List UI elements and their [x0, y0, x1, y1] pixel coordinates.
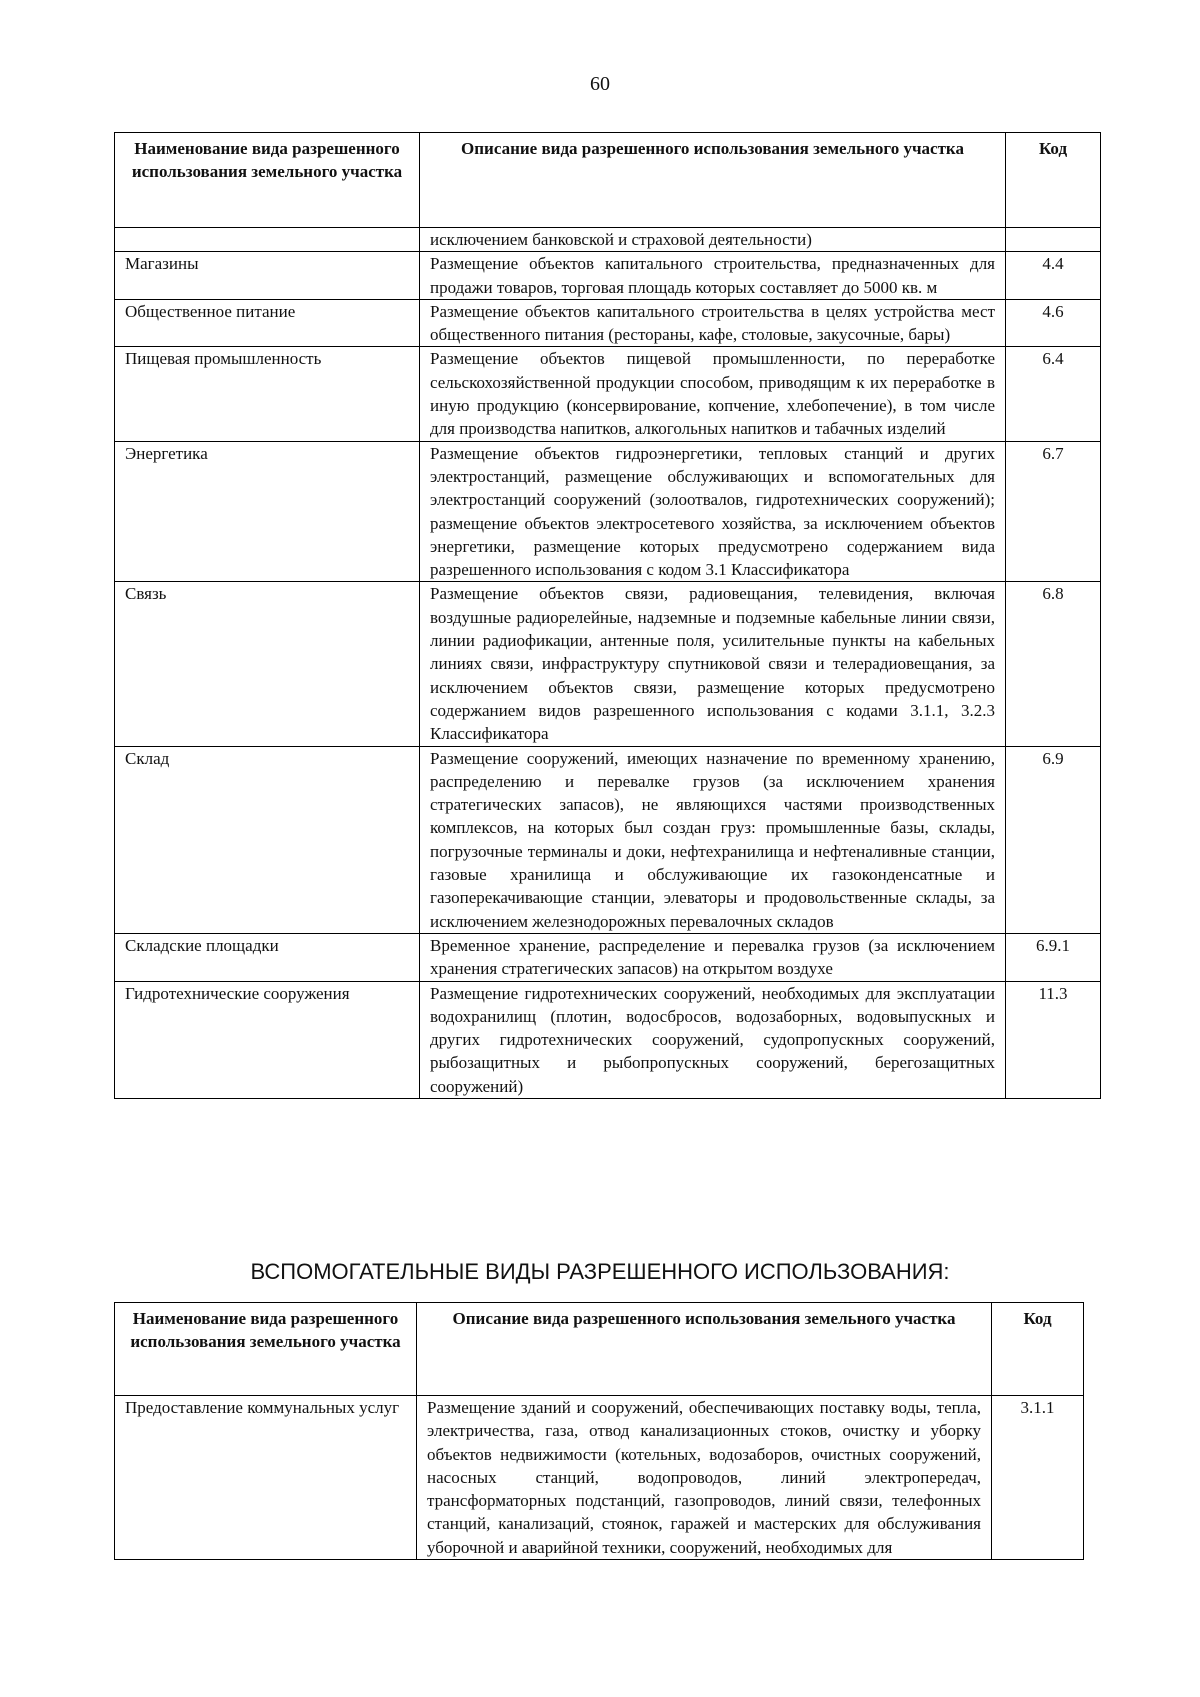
row-description: Размещение объектов пищевой промышленности, по переработке сельскохозяйственной продукции способом, приводящим к их переработке в иную продукцию (консервирование, копчение, хлебопечение), в том числе для производства напитков, алкогольных напитков и табачных изделий: [420, 347, 1006, 441]
row-code: 4.4: [1006, 252, 1101, 300]
table-row: [115, 252, 1101, 300]
row-description: Размещение гидротехнических сооружений, необходимых для эксплуатации водохранилищ (плотин, водосбросов, водозаборных, водовыпускных и других гидротехнических сооружений, судопропускных сооружений, рыбозащитных и рыбопропускных сооружений, берегозащитных сооружений): [420, 981, 1006, 1098]
row-name: Гидротехнические сооружения: [115, 981, 420, 1098]
table-row: [115, 981, 1101, 1098]
row-name: Складские площадки: [115, 933, 420, 981]
row-code: 6.9.1: [1006, 933, 1101, 981]
table-row: [115, 441, 1101, 582]
row-code: 6.4: [1006, 347, 1101, 441]
table-header-row: [115, 1303, 1084, 1396]
header-description: Описание вида разрешенного использования земельного участка: [417, 1303, 992, 1396]
table-row: [115, 347, 1101, 441]
header-code: Код: [992, 1303, 1084, 1396]
table-row: [115, 933, 1101, 981]
row-name: Предоставление коммунальных услуг: [115, 1396, 417, 1560]
header-name: Наименование вида разрешенного использования земельного участка: [115, 133, 420, 228]
header-name: Наименование вида разрешенного использования земельного участка: [115, 1303, 417, 1396]
row-description: Размещение объектов связи, радиовещания, телевидения, включая воздушные радиорелейные, надземные и подземные кабельные линии связи, линии радиофикации, антенные поля, усилительные пункты на кабельных линиях связи, инфраструктуру спутниковой связи и телерадиовещания, за исключением объектов связи, размещение которых предусмотрено содержанием видов разрешенного использования с кодами 3.1.1, 3.2.3 Классификатора: [420, 582, 1006, 746]
page-number: 60: [590, 73, 610, 95]
table-row: [115, 299, 1101, 347]
row-description: исключением банковской и страховой деятельности): [420, 228, 1006, 252]
table-row: [115, 1396, 1084, 1560]
header-description: Описание вида разрешенного использования земельного участка: [420, 133, 1006, 228]
row-description: Размещение зданий и сооружений, обеспечивающих поставку воды, тепла, электричества, газа, отвод канализационных стоков, очистку и уборку объектов недвижимости (котельных, водозаборов, очистных сооружений, насосных станций, водопроводов, линий электропередач, трансформаторных подстанций, газопроводов, линий связи, телефонных станций, канализаций, стоянок, гаражей и мастерских для обслуживания уборочной и аварийной техники, сооружений, необходимых для: [417, 1396, 992, 1560]
row-code: 6.8: [1006, 582, 1101, 746]
row-code: 3.1.1: [992, 1396, 1084, 1560]
row-code: 11.3: [1006, 981, 1101, 1098]
row-code: 4.6: [1006, 299, 1101, 347]
table-row: [115, 228, 1101, 252]
row-name: Связь: [115, 582, 420, 746]
table-row: [115, 582, 1101, 746]
row-description: Размещение объектов капитального строительства в целях устройства мест общественного питания (рестораны, кафе, столовые, закусочные, бары): [420, 299, 1006, 347]
row-name: [115, 228, 420, 252]
permitted-use-table: [114, 132, 1101, 1099]
row-name: Пищевая промышленность: [115, 347, 420, 441]
row-name: Склад: [115, 746, 420, 933]
table-header-row: [115, 133, 1101, 228]
auxiliary-use-table: [114, 1302, 1084, 1560]
row-description: Размещение объектов гидроэнергетики, тепловых станций и других электростанций, размещение обслуживающих и вспомогательных для электростанций сооружений (золоотвалов, гидротехнических сооружений); размещение объектов электросетевого хозяйства, за исключением объектов энергетики, размещение которых предусмотрено содержанием вида разрешенного использования с кодом 3.1 Классификатора: [420, 441, 1006, 582]
row-name: Общественное питание: [115, 299, 420, 347]
section-heading: ВСПОМОГАТЕЛЬНЫЕ ВИДЫ РАЗРЕШЕННОГО ИСПОЛЬЗОВАНИЯ:: [250, 1259, 950, 1284]
row-description: Размещение объектов капитального строительства, предназначенных для продажи товаров, торговая площадь которых составляет до 5000 кв. м: [420, 252, 1006, 300]
row-code: [1006, 228, 1101, 252]
table-row: [115, 746, 1101, 933]
row-description: Размещение сооружений, имеющих назначение по временному хранению, распределению и перевалке грузов (за исключением хранения стратегических запасов), не являющихся частями производственных комплексов, на которых был создан груз: промышленные базы, склады, погрузочные терминалы и доки, нефтехранилища и нефтеналивные станции, газовые хранилища и обслуживающие их газоконденсатные и газоперекачивающие станции, элеваторы и продовольственные склады, за исключением железнодорожных перевалочных складов: [420, 746, 1006, 933]
row-name: Энергетика: [115, 441, 420, 582]
row-code: 6.9: [1006, 746, 1101, 933]
header-code: Код: [1006, 133, 1101, 228]
row-description: Временное хранение, распределение и перевалка грузов (за исключением хранения стратегических запасов) на открытом воздухе: [420, 933, 1006, 981]
row-code: 6.7: [1006, 441, 1101, 582]
row-name: Магазины: [115, 252, 420, 300]
